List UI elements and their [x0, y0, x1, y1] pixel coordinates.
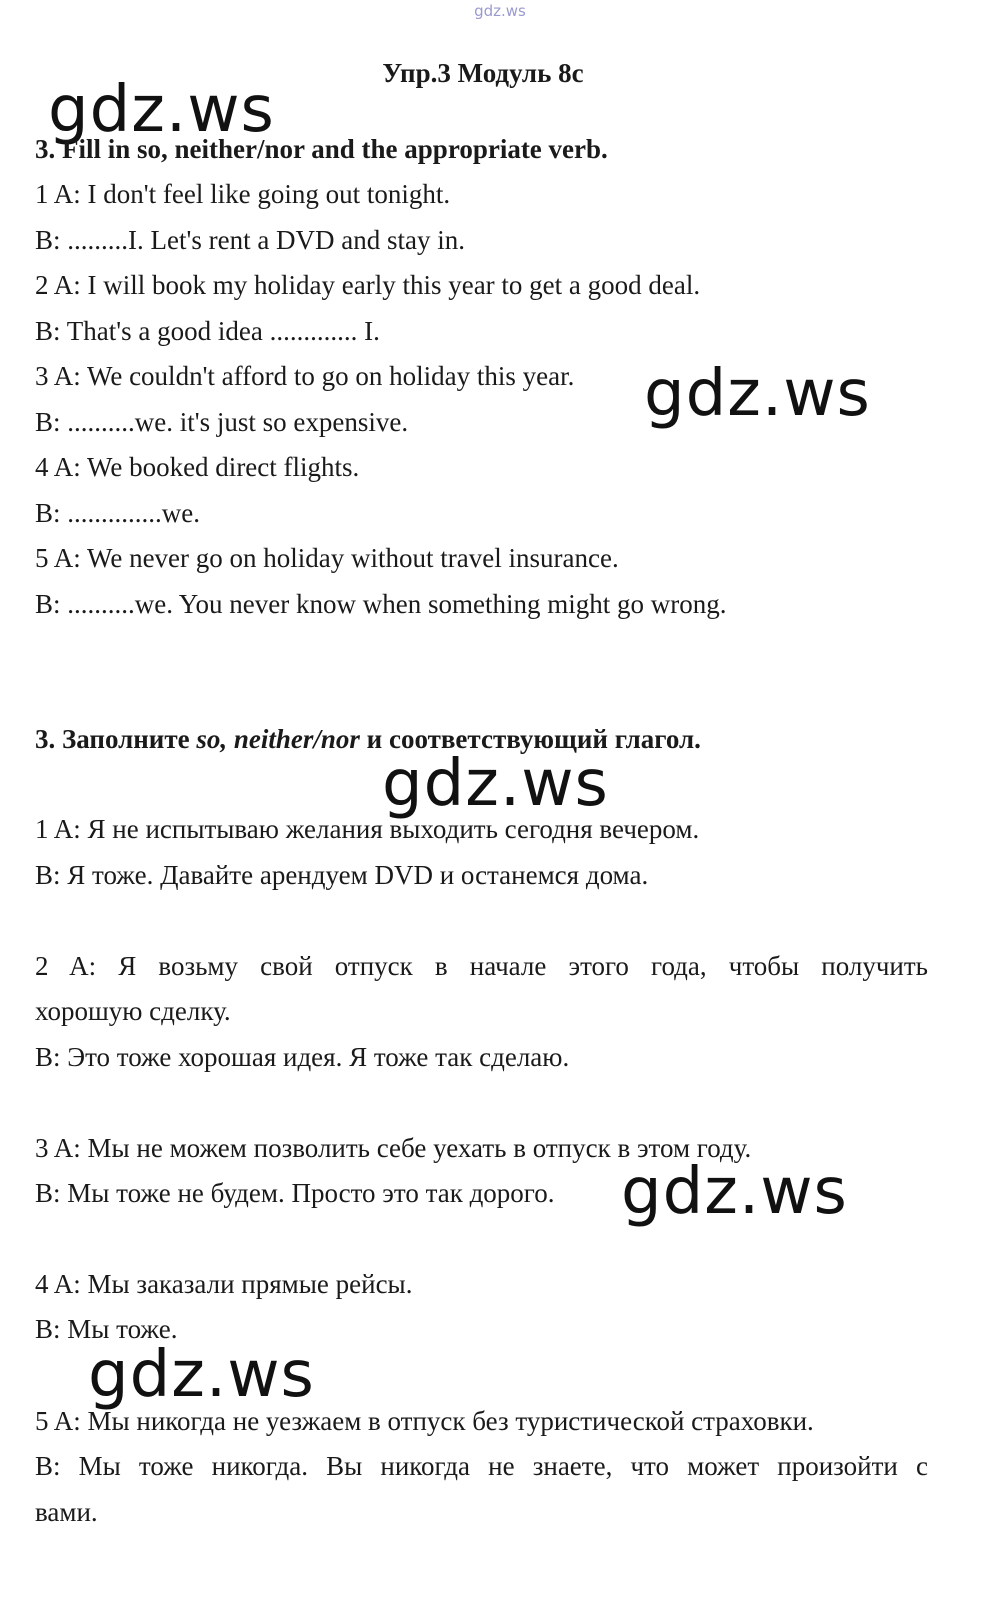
- page-title: Упр.3 Модуль 8с: [382, 58, 584, 88]
- english-task-heading: 3. Fill in so, neither/nor and the appropriate verb.: [35, 134, 608, 164]
- russian-line-4: хорошую сделку.: [35, 996, 231, 1026]
- english-line-8: B: ..............we.: [35, 498, 200, 528]
- russian-heading-prefix: 3. Заполните: [35, 724, 197, 754]
- english-line-6: B: ..........we. it's just so expensive.: [35, 407, 409, 437]
- russian-heading-italic: so, neither/nor: [196, 724, 360, 754]
- english-line-1: 1 A: I don't feel like going out tonight.: [35, 179, 451, 209]
- russian-line-3: 2 A: Я возьму свой отпуск в начале этого года, чтобы получить: [35, 951, 928, 981]
- english-line-10: B: ..........we. You never know when something might go wrong.: [35, 589, 727, 619]
- russian-line-1: 1 A: Я не испытываю желания выходить сегодня вечером.: [35, 814, 700, 844]
- russian-line-2: B: Я тоже. Давайте арендуем DVD и останемся дома.: [35, 860, 649, 890]
- watermark-4: gdz.ws: [621, 1155, 848, 1229]
- top-watermark-text: gdz.ws: [474, 2, 526, 20]
- watermark-3: gdz.ws: [382, 747, 609, 821]
- russian-heading-suffix: и соответствующий глагол.: [359, 724, 701, 754]
- russian-line-12: вами.: [35, 1497, 98, 1527]
- watermark-2: gdz.ws: [644, 357, 871, 431]
- russian-task-heading: [35, 724, 701, 755]
- english-line-5: 3 A: We couldn't afford to go on holiday this year.: [35, 361, 575, 391]
- english-line-4: B: That's a good idea ............. I.: [35, 316, 380, 346]
- english-line-3: 2 A: I will book my holiday early this year to get a good deal.: [35, 270, 701, 300]
- russian-line-6: 3 A: Мы не можем позволить себе уехать в отпуск в этом году.: [35, 1133, 752, 1163]
- english-line-2: B: .........I. Let's rent a DVD and stay in.: [35, 225, 466, 255]
- watermark-1: gdz.ws: [48, 73, 275, 147]
- russian-line-7: B: Мы тоже не будем. Просто это так дорого.: [35, 1178, 555, 1208]
- russian-line-9: B: Мы тоже.: [35, 1314, 178, 1344]
- russian-line-8: 4 A: Мы заказали прямые рейсы.: [35, 1269, 413, 1299]
- russian-line-10: 5 A: Мы никогда не уезжаем в отпуск без туристической страховки.: [35, 1406, 814, 1436]
- watermark-5: gdz.ws: [88, 1338, 315, 1412]
- english-line-9: 5 A: We never go on holiday without travel insurance.: [35, 543, 619, 573]
- english-line-7: 4 A: We booked direct flights.: [35, 452, 360, 482]
- russian-line-5: B: Это тоже хорошая идея. Я тоже так сделаю.: [35, 1042, 570, 1072]
- russian-line-11: B: Мы тоже никогда. Вы никогда не знаете, что может произойти с: [35, 1451, 928, 1481]
